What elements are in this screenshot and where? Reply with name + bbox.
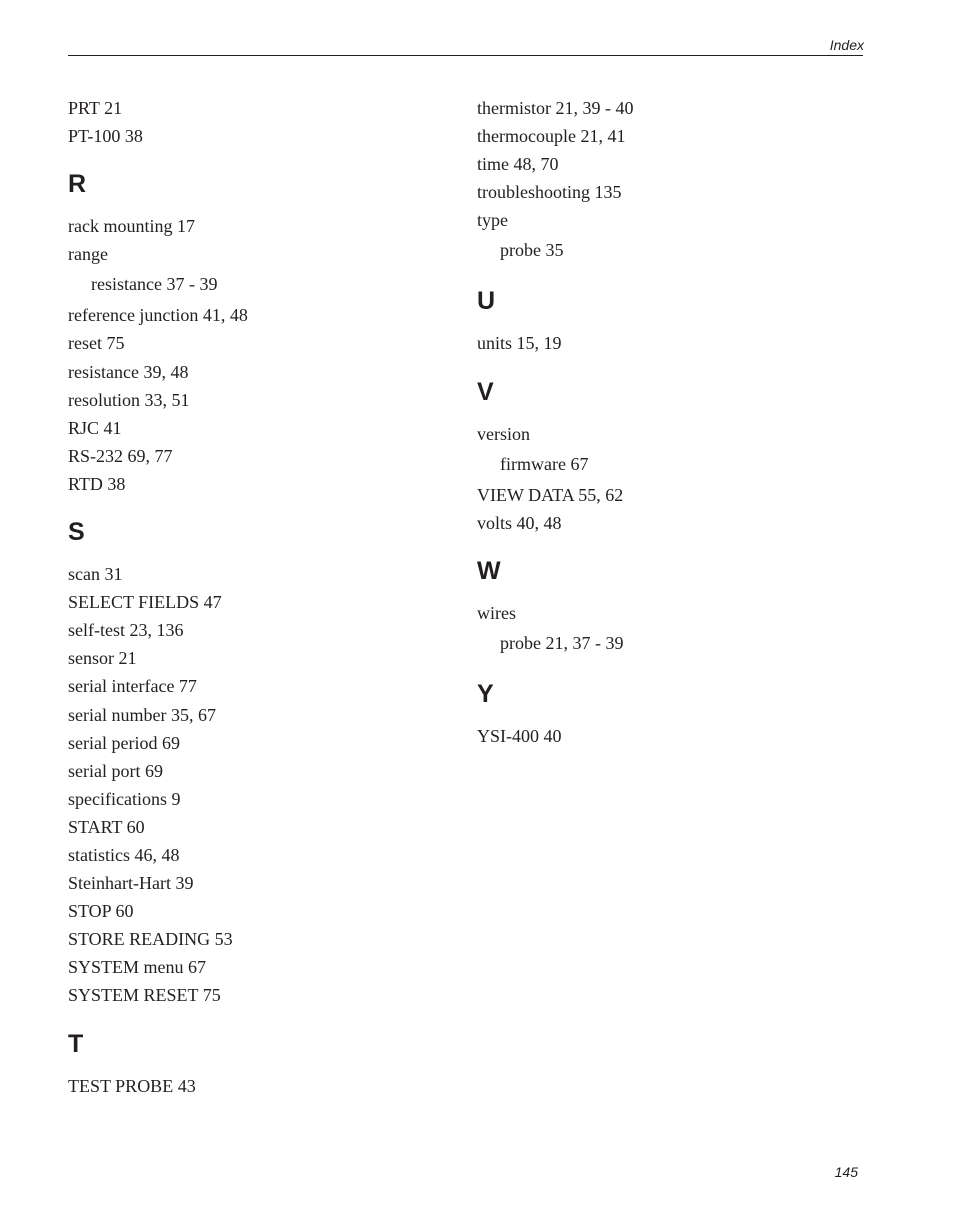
index-entry — [477, 94, 837, 122]
index-letter-heading — [477, 286, 837, 316]
index-entry — [68, 785, 428, 813]
index-entry — [68, 925, 428, 953]
index-entry — [68, 757, 428, 785]
index-letter-heading — [477, 377, 837, 407]
index-entry — [68, 212, 428, 240]
index-entry — [68, 701, 428, 729]
index-entry — [477, 420, 837, 448]
page-header-title: Index — [829, 37, 864, 53]
index-entry — [68, 122, 428, 150]
index-letter-heading — [68, 1029, 428, 1059]
index-entry — [68, 672, 428, 700]
index-letter-text: T — [68, 1029, 84, 1058]
index-letter-text: S — [68, 518, 85, 547]
index-entry-text: serial number 35, 67 — [68, 704, 216, 725]
index-subentry — [477, 627, 837, 660]
index-entry-text: VIEW DATA 55, 62 — [477, 484, 624, 505]
index-entry — [68, 301, 428, 329]
index-entry — [68, 240, 428, 268]
index-entry-text: type — [477, 210, 508, 231]
index-entry — [68, 897, 428, 925]
index-entry — [477, 509, 837, 537]
index-entry — [68, 94, 428, 122]
index-letter-text: Y — [477, 679, 494, 708]
index-letter-text: V — [477, 377, 494, 406]
index-subentry-text: firmware 67 — [500, 453, 589, 474]
index-entry — [68, 358, 428, 386]
index-entry-text: rack mounting 17 — [68, 216, 195, 237]
index-entry-text: serial period 69 — [68, 732, 180, 753]
index-entry-text: resolution 33, 51 — [68, 389, 190, 410]
index-letter-heading — [68, 517, 428, 547]
index-entry — [68, 1072, 428, 1100]
index-entry-text: thermistor 21, 39 - 40 — [477, 98, 634, 118]
index-entry-text: statistics 46, 48 — [68, 844, 180, 865]
index-entry-text: time 48, 70 — [477, 154, 559, 175]
index-entry — [68, 729, 428, 757]
index-entry — [68, 470, 428, 498]
index-entry-text: STORE READING 53 — [68, 929, 233, 950]
index-entry — [477, 122, 837, 150]
index-subentry-text: probe 21, 37 - 39 — [500, 632, 624, 653]
index-entry-text: sensor 21 — [68, 648, 137, 669]
index-entry — [477, 150, 837, 178]
index-letter-heading — [68, 169, 428, 199]
index-entry-text: PT-100 38 — [68, 126, 143, 147]
index-entry — [477, 722, 837, 750]
index-subentry — [68, 268, 428, 301]
header-rule — [68, 55, 863, 56]
index-entry-text: scan 31 — [68, 564, 123, 585]
index-entry-text: wires — [477, 602, 516, 623]
index-entry-text: RS-232 69, 77 — [68, 445, 173, 466]
index-entry-text: STOP 60 — [68, 901, 134, 922]
index-entry-text: range — [68, 244, 108, 265]
index-entry — [68, 953, 428, 981]
index-entry — [477, 206, 837, 234]
index-entry — [68, 869, 428, 897]
index-entry-text: SYSTEM RESET 75 — [68, 985, 221, 1006]
index-entry-text: serial port 69 — [68, 760, 163, 781]
index-entry — [68, 813, 428, 841]
index-subentry-text: probe 35 — [500, 240, 564, 261]
index-entry-text: volts 40, 48 — [477, 512, 562, 533]
index-letter-text: R — [68, 170, 87, 199]
index-entry-text: TEST PROBE 43 — [68, 1075, 196, 1096]
index-column-left — [68, 94, 428, 1100]
index-entry-text: resistance 39, 48 — [68, 361, 189, 382]
index-entry-text: SYSTEM menu 67 — [68, 957, 207, 978]
index-entry — [477, 599, 837, 627]
index-entry-text: RJC 41 — [68, 417, 122, 438]
index-entry — [68, 644, 428, 672]
index-letter-text: W — [477, 556, 501, 585]
index-entry — [68, 386, 428, 414]
index-entry-text: YSI-400 40 — [477, 725, 562, 746]
index-letter-text: U — [477, 287, 496, 316]
index-entry-text: reset 75 — [68, 333, 125, 354]
index-entry-text: self-test 23, 136 — [68, 620, 184, 641]
index-entry — [477, 481, 837, 509]
page-number: 145 — [834, 1164, 858, 1180]
index-subentry — [477, 448, 837, 481]
index-entry — [477, 178, 837, 206]
index-entry-text: thermocouple 21, 41 — [477, 126, 626, 147]
index-entry-text: troubleshooting 135 — [477, 182, 622, 203]
index-entry — [477, 329, 837, 357]
index-entry-text: PRT 21 — [68, 98, 123, 118]
index-entry-text: SELECT FIELDS 47 — [68, 592, 222, 613]
index-entry — [68, 442, 428, 470]
index-entry — [68, 329, 428, 357]
index-entry-text: START 60 — [68, 816, 145, 837]
index-entry — [68, 841, 428, 869]
index-entry-text: specifications 9 — [68, 788, 181, 809]
index-column-right — [477, 94, 837, 750]
index-entry-text: units 15, 19 — [477, 333, 562, 354]
index-entry-text: version — [477, 423, 530, 444]
index-entry — [68, 588, 428, 616]
index-entry — [68, 981, 428, 1009]
index-subentry-text: resistance 37 - 39 — [91, 274, 218, 295]
index-entry — [68, 560, 428, 588]
index-entry-text: reference junction 41, 48 — [68, 305, 248, 326]
index-entry-text: Steinhart-Hart 39 — [68, 873, 194, 894]
index-entry-text: RTD 38 — [68, 473, 126, 494]
index-letter-heading — [477, 679, 837, 709]
index-entry — [68, 414, 428, 442]
index-entry-text: serial interface 77 — [68, 676, 197, 697]
index-entry — [68, 616, 428, 644]
index-letter-heading — [477, 556, 837, 586]
index-subentry — [477, 234, 837, 267]
